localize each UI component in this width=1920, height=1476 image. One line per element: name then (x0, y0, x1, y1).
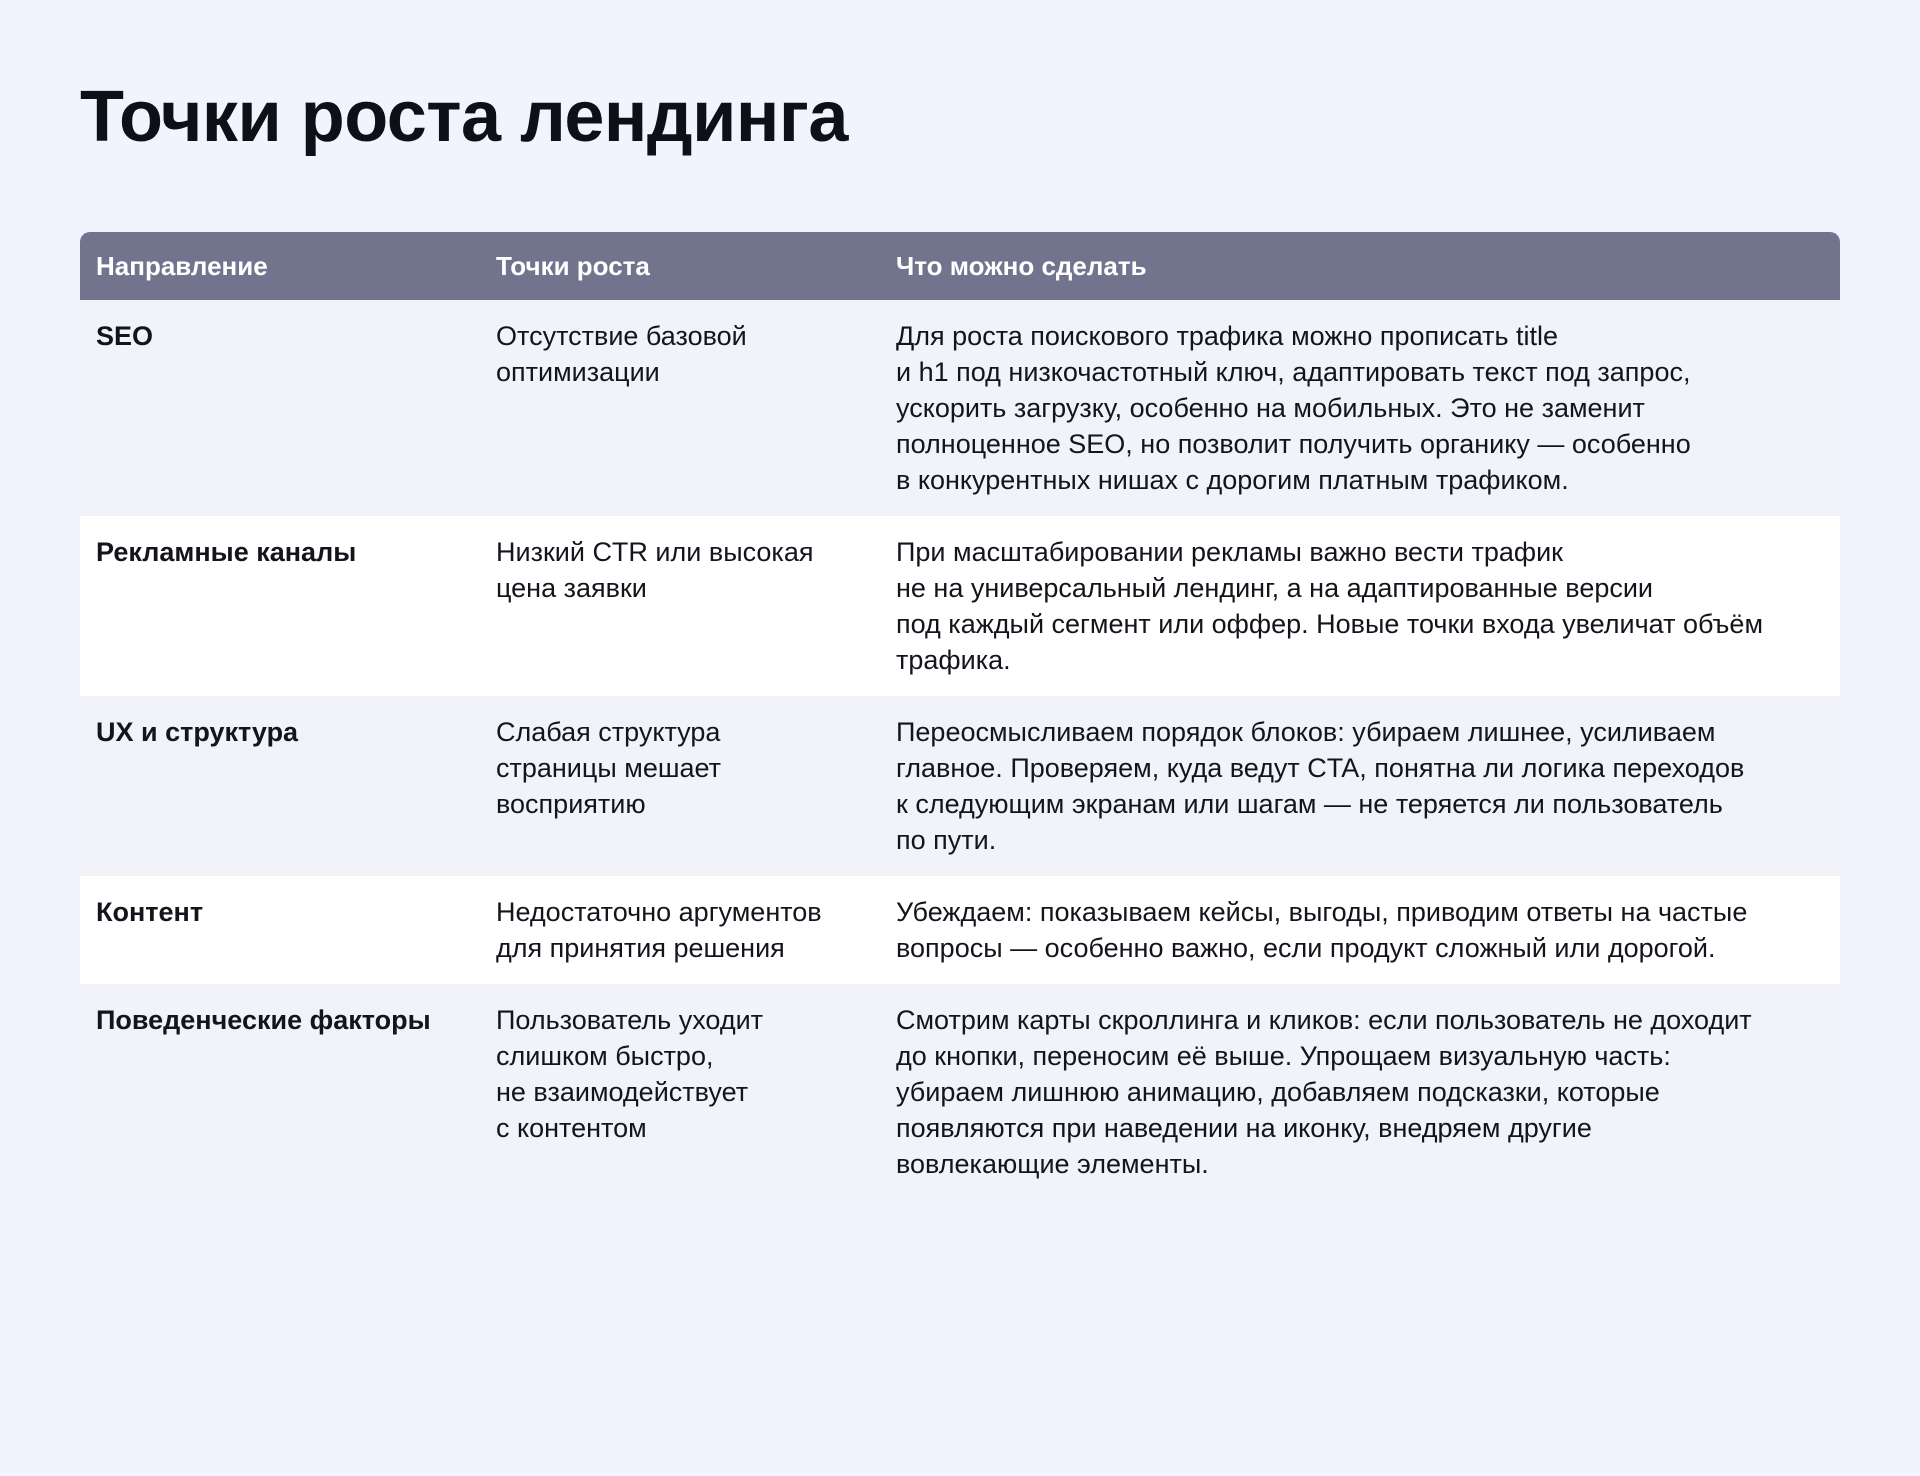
table-row (80, 516, 1840, 696)
row-direction: SEO (96, 321, 154, 351)
row-action: При масштабировании рекламы важно вести трафик не на универсальный лендинг, а на адаптированные версии под каждый сегмент или оффер. Новые точки входа увеличат объём трафика. (896, 537, 1764, 675)
row-direction: Рекламные каналы (96, 537, 357, 567)
page-title: Точки роста лендинга (80, 77, 848, 157)
row-action: Для роста поискового трафика можно прописать title и h1 под низкочастотный ключ, адаптировать текст под запрос, ускорить загрузку, особенно на мобильных. Это не заменит полноценное SEO, но позволит получить органику — особенно в конкурентных нишах с дорогим платным трафиком. (896, 321, 1691, 495)
row-growth-point: Низкий CTR или высокая цена заявки (496, 537, 814, 603)
row-action: Убеждаем: показываем кейсы, выгоды, приводим ответы на частые вопросы — особенно важно, если продукт сложный или дорогой. (896, 897, 1748, 963)
header-direction: Направление (96, 251, 268, 281)
row-growth-point: Пользователь уходит слишком быстро, не взаимодействует с контентом (496, 1005, 764, 1143)
row-direction: UX и структура (96, 717, 299, 747)
row-action: Смотрим карты скроллинга и кликов: если пользователь не доходит до кнопки, переносим её выше. Упрощаем визуальную часть: убираем лишнюю анимацию, добавляем подсказки, которые появляются при наведении на иконку, внедряем другие вовлекающие элементы. (896, 1005, 1752, 1179)
table-row (80, 876, 1840, 984)
table-header (80, 232, 1840, 300)
header-growth-points: Точки роста (496, 251, 650, 281)
table-row (80, 696, 1840, 876)
table-row (80, 300, 1840, 516)
row-growth-point: Слабая структура страницы мешает восприятию (496, 717, 722, 819)
growth-points-table (80, 232, 1840, 1200)
row-growth-point: Отсутствие базовой оптимизации (496, 321, 747, 387)
row-action: Переосмысливаем порядок блоков: убираем лишнее, усиливаем главное. Проверяем, куда ведут CTA, понятна ли логика переходов к следующим экранам или шагам — не теряется ли пользователь по пути. (896, 717, 1745, 855)
row-direction: Контент (96, 897, 204, 927)
row-growth-point: Недостаточно аргументов для принятия решения (496, 897, 822, 963)
table-row (80, 984, 1840, 1200)
header-actions: Что можно сделать (896, 251, 1147, 281)
row-direction: Поведенческие факторы (96, 1005, 431, 1035)
